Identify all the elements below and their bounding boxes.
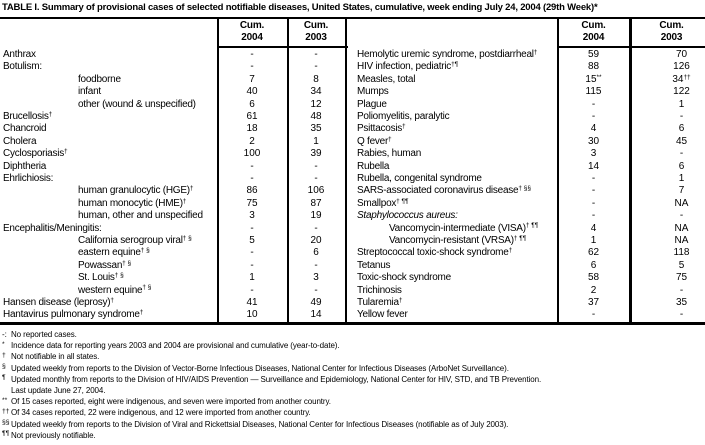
cum-2004-value: 88 (587, 61, 600, 73)
cum-2004-value: 4 (590, 222, 597, 234)
cum-2004-value: 86 (246, 185, 258, 197)
cum-2004-value: 7 (249, 73, 255, 85)
table-row (0, 285, 705, 297)
table-row (0, 260, 705, 272)
cum-2004-value: - (591, 185, 596, 197)
cum-2004-value: 2 (249, 135, 255, 147)
table-row (0, 198, 705, 210)
disease-name: Yellow fever (357, 309, 408, 321)
disease-name: Rubella, congenital syndrome (357, 173, 482, 184)
cum-2004-value: 62 (587, 247, 600, 259)
disease-name: Staphylococcus aureus: (357, 210, 458, 222)
cum-2003-value: 106 (307, 185, 325, 197)
disease-name: Hantavirus pulmonary syndrome† (3, 309, 144, 321)
cum-2003-value: 1 (313, 135, 319, 147)
table-row (0, 86, 705, 98)
disease-name: California serogroup viral† § (78, 234, 192, 246)
cum-2003-value: NA (674, 235, 689, 246)
table-row (0, 111, 705, 123)
table-title: TABLE I. Summary of provisional cases of selected notifiable diseases, United States, cumulative, week ending July 24, 2004 (29th Week)* (2, 2, 598, 13)
cum-2003-value: - (314, 222, 318, 234)
disease-name: Smallpox† ¶¶ (357, 197, 409, 209)
table-row (0, 161, 705, 173)
cum-2004-value: - (591, 210, 596, 222)
cum-2004-value: 6 (590, 259, 597, 271)
footnote (2, 397, 331, 408)
disease-name: Anthrax (3, 49, 36, 60)
footnote-text: Not previously notifiable. (11, 430, 96, 440)
disease-name: Vancomycin-intermediate (VISA)† ¶¶ (389, 222, 539, 234)
cum-2004-value: - (250, 222, 254, 234)
cum-2003-value: 118 (673, 247, 690, 259)
cum-2003-value: - (314, 284, 318, 296)
disease-name: Hansen disease (leprosy)† (3, 296, 115, 308)
cum-2003-value: 1 (678, 98, 685, 110)
cum-2003-value: 5 (678, 259, 685, 271)
footnote (2, 431, 96, 442)
footnote-marker: ** (2, 396, 8, 404)
table-row (0, 185, 705, 197)
disease-name: Botulism: (3, 61, 42, 73)
disease-name: other (wound & unspecified) (78, 98, 196, 110)
disease-name: Vancomycin-resistant (VRSA)† ¶¶ (389, 234, 527, 246)
cum-2003-value: 45 (675, 135, 688, 147)
table-row (0, 61, 705, 73)
cum-2003-value: 70 (675, 49, 688, 60)
table-row (0, 235, 705, 247)
cum-2004-value: 1 (590, 235, 597, 246)
disease-name: Poliomyelitis, paralytic (357, 111, 450, 122)
footnote-marker: ¶ (2, 374, 6, 382)
disease-name: Psittacosis† (357, 123, 406, 135)
year-label: 2004 (582, 31, 605, 43)
cum-2004-value: 5 (249, 235, 255, 246)
disease-name: Brucellosis† (3, 110, 53, 122)
cum-2003-value: 122 (673, 86, 690, 98)
cum-2004-value: - (250, 61, 254, 73)
disease-name: Diphtheria (3, 160, 47, 172)
cum-2003-value: 39 (310, 148, 322, 160)
cum-label: Cum. (659, 20, 684, 31)
table-row (0, 309, 705, 321)
footnote-text: No reported cases. (11, 330, 77, 339)
footnote-marker: ¶¶ (2, 430, 10, 438)
left-header-underline (217, 46, 348, 48)
cum-2003-value: 6 (678, 160, 685, 172)
table-row (0, 123, 705, 135)
cum-2003-value: 14 (310, 309, 322, 321)
cum-2004-value: 40 (246, 86, 258, 98)
footnote-text: Updated monthly from reports to the Division of HIV/AIDS Prevention — Surveillance and Epidemiology, National Center for HIV, STD, and TB Prevention. (11, 374, 542, 384)
disease-name: foodborne (78, 73, 121, 85)
table-row (0, 247, 705, 259)
disease-name: Trichinosis (357, 284, 402, 296)
table-top-border (0, 17, 705, 19)
left-cum-2004-header (217, 20, 287, 43)
year-label: 2003 (660, 31, 683, 43)
disease-name: Toxic-shock syndrome (357, 272, 451, 284)
cum-2004-value: - (591, 309, 596, 321)
cum-2003-value: - (679, 111, 684, 122)
footnote (2, 364, 509, 375)
cum-2004-value: 58 (587, 272, 600, 284)
cum-2004-value: 2 (590, 284, 597, 296)
disease-name: Streptococcal toxic-shock syndrome† (357, 247, 513, 259)
cum-2004-value: 18 (246, 123, 258, 135)
disease-name: infant (78, 86, 101, 98)
cum-2003-value: - (314, 49, 318, 60)
cum-2003-value: 126 (673, 61, 690, 73)
table-row (0, 223, 705, 235)
cum-2003-value: 3 (313, 272, 319, 284)
footnote-marker: * (2, 340, 5, 348)
right-cum-2003-header (630, 20, 705, 43)
footnote-text: Updated weekly from reports to the Division of Viral and Rickettsial Diseases, National Center for Infectious Diseases (notifiable as of July 2003). (11, 419, 509, 429)
cum-2004-value: - (591, 111, 596, 122)
footnote-text: Not notifiable in all states. (11, 352, 100, 362)
cum-2004-value: - (591, 197, 596, 209)
cum-2003-value: 19 (310, 210, 322, 222)
footnote (2, 408, 311, 419)
cum-2004-value: 15** (585, 73, 602, 85)
cum-2003-value: 87 (310, 197, 322, 209)
cum-2003-value: - (679, 148, 684, 160)
footnote-marker: †† (2, 407, 10, 415)
cum-2003-value: 1 (678, 173, 685, 184)
footnote (2, 386, 105, 396)
cum-2004-value: 6 (249, 98, 255, 110)
cum-2003-value: 49 (310, 297, 322, 308)
footnote (2, 420, 508, 431)
cum-label: Cum. (239, 20, 265, 31)
cum-2003-value: 35 (310, 123, 322, 135)
cum-2004-value: - (250, 284, 254, 296)
year-label: 2004 (241, 31, 263, 43)
cum-2004-value: 115 (585, 86, 602, 98)
year-label: 2003 (305, 31, 327, 43)
cum-2004-value: 1 (249, 272, 255, 284)
cum-2004-value: - (250, 173, 254, 184)
table-row (0, 74, 705, 86)
cum-2003-value: 34†† (672, 73, 691, 85)
table-row (0, 49, 705, 61)
disease-name: Cholera (3, 135, 37, 147)
cum-2004-value: 3 (590, 148, 597, 160)
footnote-marker: † (2, 351, 6, 359)
disease-name: western equine† § (78, 284, 152, 296)
disease-name: Measles, total (357, 73, 416, 85)
disease-name: Tetanus (357, 259, 391, 271)
cum-2003-value: 7 (678, 185, 685, 197)
footnote (2, 330, 77, 340)
disease-name: HIV infection, pediatric†¶ (357, 61, 459, 73)
disease-name: human, other and unspecified (78, 210, 203, 222)
disease-name: Powassan† § (78, 259, 132, 271)
cum-2004-value: 75 (246, 197, 258, 209)
disease-name: Tularemia† (357, 296, 403, 308)
disease-name: Chancroid (3, 123, 47, 135)
disease-name: Plague (357, 98, 387, 110)
cum-2004-value: - (591, 173, 596, 184)
footnote-marker: § (2, 363, 6, 371)
cum-2003-value: - (314, 173, 318, 184)
cum-2003-value: - (679, 284, 684, 296)
footnote (2, 375, 541, 386)
footnote-text: Updated weekly from reports to the Division of Vector-Borne Infectious Diseases, National Center for Infectious Diseases (ArboNet Surveillance). (11, 363, 509, 373)
footnote (2, 341, 339, 352)
cum-label: Cum. (581, 20, 606, 31)
footnote-text: Of 15 cases reported, eight were indigenous, and seven were imported from another country. (11, 397, 331, 407)
disease-name: Mumps (357, 86, 389, 98)
disease-name: St. Louis† § (78, 272, 124, 284)
footnote-text: Last update June 27, 2004. (11, 386, 106, 395)
cum-2003-value: 48 (310, 111, 322, 122)
cum-2004-value: 37 (587, 297, 600, 308)
cum-2003-value: - (314, 61, 318, 73)
table-row (0, 272, 705, 284)
cum-2003-value: 12 (310, 98, 322, 110)
disease-name: Rubella (357, 160, 390, 172)
footnote-marker: -: (2, 330, 7, 339)
cum-2004-value: - (250, 160, 254, 172)
cum-2004-value: 100 (243, 148, 261, 160)
cum-2003-value: NA (674, 197, 689, 209)
cum-2004-value: - (250, 49, 254, 60)
disease-name: Encephalitis/Meningitis: (3, 222, 102, 234)
cum-2004-value: 3 (249, 210, 255, 222)
disease-name: SARS-associated coronavirus disease† §§ (357, 185, 531, 197)
cum-2003-value: 35 (675, 297, 688, 308)
table-row (0, 136, 705, 148)
cum-2004-value: 61 (246, 111, 258, 122)
footnote-text: Incidence data for reporting years 2003 and 2004 are provisional and cumulative (year-to-date). (11, 341, 340, 351)
cum-2003-value: 6 (313, 247, 319, 259)
cum-2003-value: 75 (675, 272, 688, 284)
disease-name: human granulocytic (HGE)† (78, 185, 194, 197)
cum-2003-value: 8 (313, 73, 319, 85)
footnote-text: Of 34 cases reported, 22 were indigenous, and 12 were imported from another country. (11, 408, 311, 418)
disease-name: Cyclosporiasis† (3, 148, 68, 160)
cum-2003-value: - (679, 309, 684, 321)
cum-2003-value: 6 (678, 123, 685, 135)
footnote-marker: §§ (2, 419, 10, 427)
footnote (2, 352, 99, 363)
cum-2003-value: 20 (310, 235, 322, 246)
cum-2003-value: - (314, 259, 318, 271)
cum-2003-value: 34 (310, 86, 322, 98)
disease-name: eastern equine† § (78, 247, 150, 259)
disease-name: human monocytic (HME)† (78, 197, 187, 209)
cum-2004-value: 41 (246, 297, 258, 308)
table-row (0, 173, 705, 185)
disease-name: Ehrlichiosis: (3, 173, 54, 184)
cum-2004-value: - (250, 247, 254, 259)
cum-label: Cum. (303, 20, 329, 31)
cum-2004-value: - (250, 259, 254, 271)
right-cum-2004-header (557, 20, 630, 43)
table-row (0, 99, 705, 111)
cum-2004-value: 59 (587, 49, 600, 60)
cum-2004-value: 4 (590, 123, 597, 135)
table-row (0, 148, 705, 160)
cum-2003-value: NA (674, 222, 689, 234)
disease-name: Hemolytic uremic syndrome, postdiarrheal† (357, 48, 538, 60)
cum-2004-value: 30 (587, 135, 600, 147)
cum-2003-value: - (679, 210, 684, 222)
cum-2003-value: - (314, 160, 318, 172)
left-cum-2003-header (287, 20, 345, 43)
cum-2004-value: 10 (246, 309, 258, 321)
cum-2004-value: 14 (587, 160, 600, 172)
disease-name: Q fever† (357, 135, 392, 147)
table-row (0, 297, 705, 309)
table-row (0, 210, 705, 222)
cum-2004-value: - (591, 98, 596, 110)
disease-name: Rabies, human (357, 148, 422, 160)
